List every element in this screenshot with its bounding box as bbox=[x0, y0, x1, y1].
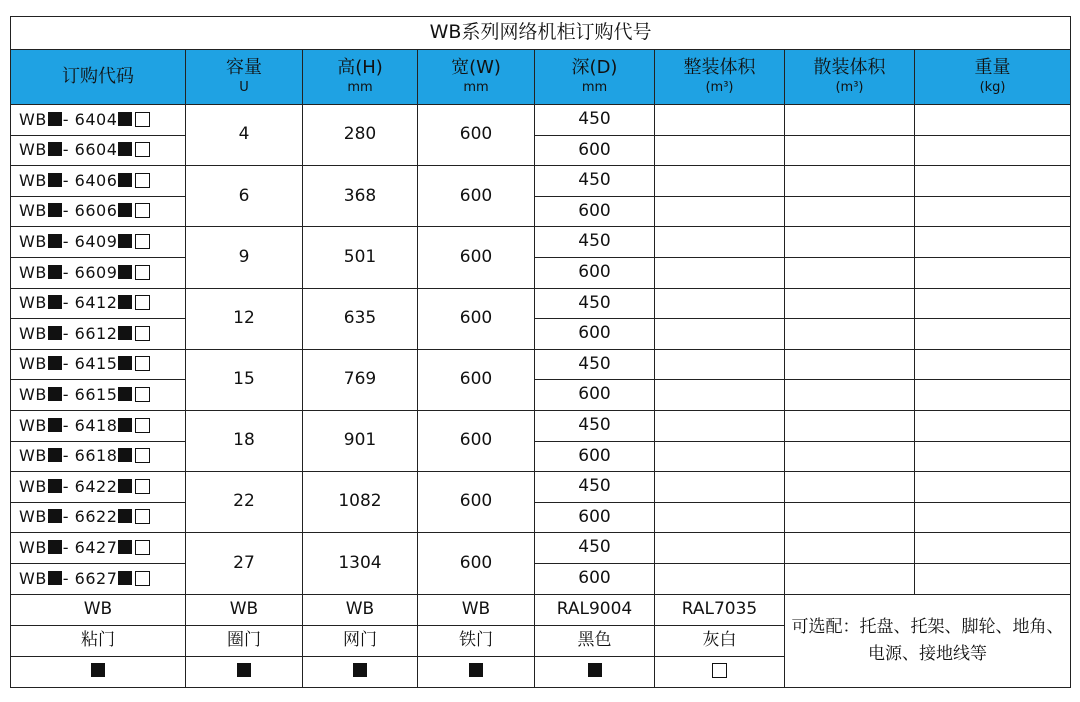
code-number: 6615 bbox=[74, 384, 118, 404]
header-cell bbox=[303, 50, 418, 105]
width-cell: 600 bbox=[418, 533, 535, 594]
empty-square-icon bbox=[135, 509, 150, 524]
table-row bbox=[11, 166, 1071, 197]
filled-square-icon bbox=[237, 663, 251, 677]
capacity-cell: 4 bbox=[186, 105, 303, 166]
weight-cell bbox=[915, 257, 1071, 288]
bulk-volume-cell bbox=[785, 441, 915, 472]
header-label: 高(H) bbox=[337, 57, 383, 79]
depth-cell: 450 bbox=[535, 410, 655, 441]
header-label: 整装体积 bbox=[683, 57, 756, 79]
header-cell bbox=[785, 50, 915, 105]
code-number: 6418 bbox=[74, 415, 118, 435]
header-unit: (m³) bbox=[835, 79, 864, 95]
empty-square-icon bbox=[135, 295, 150, 310]
option-name-cell: 铁门 bbox=[418, 625, 535, 656]
code-prefix: WB bbox=[19, 170, 47, 190]
table-row bbox=[11, 227, 1071, 258]
code-separator: - bbox=[62, 507, 75, 527]
empty-square-icon bbox=[135, 173, 150, 188]
table-row bbox=[11, 349, 1071, 380]
filled-square-icon bbox=[118, 356, 132, 370]
filled-square-icon bbox=[48, 479, 62, 493]
code-separator: - bbox=[62, 384, 75, 404]
bulk-volume-cell bbox=[785, 380, 915, 411]
width-cell: 600 bbox=[418, 472, 535, 533]
code-number: 6422 bbox=[74, 476, 118, 496]
code-number: 6622 bbox=[74, 507, 118, 527]
empty-square-icon bbox=[712, 663, 727, 678]
filled-square-icon bbox=[48, 326, 62, 340]
empty-square-icon bbox=[135, 448, 150, 463]
code-prefix: WB bbox=[19, 231, 47, 251]
width-cell: 600 bbox=[418, 288, 535, 349]
option-name-cell: 圈门 bbox=[186, 625, 303, 656]
option-mark-cell bbox=[655, 656, 785, 687]
code-separator: - bbox=[62, 109, 75, 129]
code-prefix: WB bbox=[19, 293, 47, 313]
table-row bbox=[11, 502, 1071, 533]
height-cell: 769 bbox=[303, 349, 418, 410]
empty-square-icon bbox=[135, 540, 150, 555]
capacity-cell: 12 bbox=[186, 288, 303, 349]
option-mark-cell bbox=[303, 656, 418, 687]
header-cell bbox=[11, 50, 186, 105]
filled-square-icon bbox=[48, 265, 62, 279]
option-code-cell: RAL7035 bbox=[655, 594, 785, 625]
code-separator: - bbox=[62, 323, 75, 343]
code-number: 6412 bbox=[74, 293, 118, 313]
order-code-cell bbox=[11, 533, 186, 564]
weight-cell bbox=[915, 319, 1071, 350]
filled-square-icon bbox=[48, 540, 62, 554]
assembled-volume-cell bbox=[655, 533, 785, 564]
capacity-cell: 15 bbox=[186, 349, 303, 410]
filled-square-icon bbox=[118, 387, 132, 401]
header-unit: (m³) bbox=[705, 79, 734, 95]
assembled-volume-cell bbox=[655, 349, 785, 380]
weight-cell bbox=[915, 349, 1071, 380]
code-separator: - bbox=[62, 140, 75, 160]
bulk-volume-cell bbox=[785, 288, 915, 319]
code-prefix: WB bbox=[19, 201, 47, 221]
weight-cell bbox=[915, 380, 1071, 411]
code-prefix: WB bbox=[19, 354, 47, 374]
header-cell bbox=[535, 50, 655, 105]
header-row bbox=[11, 50, 1071, 105]
assembled-volume-cell bbox=[655, 227, 785, 258]
weight-cell bbox=[915, 227, 1071, 258]
assembled-volume-cell bbox=[655, 410, 785, 441]
order-code-cell bbox=[11, 319, 186, 350]
filled-square-icon bbox=[469, 663, 483, 677]
empty-square-icon bbox=[135, 112, 150, 127]
code-separator: - bbox=[62, 537, 75, 557]
order-code-cell bbox=[11, 105, 186, 136]
empty-square-icon bbox=[135, 418, 150, 433]
capacity-cell: 9 bbox=[186, 227, 303, 288]
filled-square-icon bbox=[118, 173, 132, 187]
width-cell: 600 bbox=[418, 166, 535, 227]
filled-square-icon bbox=[48, 112, 62, 126]
depth-cell: 450 bbox=[535, 166, 655, 197]
weight-cell bbox=[915, 441, 1071, 472]
filled-square-icon bbox=[118, 571, 132, 585]
depth-cell: 600 bbox=[535, 502, 655, 533]
empty-square-icon bbox=[135, 326, 150, 341]
order-code-cell bbox=[11, 380, 186, 411]
filled-square-icon bbox=[48, 448, 62, 462]
bulk-volume-cell bbox=[785, 502, 915, 533]
table-row bbox=[11, 410, 1071, 441]
height-cell: 368 bbox=[303, 166, 418, 227]
header-unit: U bbox=[239, 79, 249, 95]
option-name-cell: 灰白 bbox=[655, 625, 785, 656]
header-unit: mm bbox=[347, 79, 373, 95]
order-code-cell bbox=[11, 563, 186, 594]
order-code-cell bbox=[11, 227, 186, 258]
order-code-cell bbox=[11, 349, 186, 380]
code-separator: - bbox=[62, 446, 75, 466]
header-unit: mm bbox=[581, 79, 608, 95]
code-prefix: WB bbox=[19, 140, 47, 160]
assembled-volume-cell bbox=[655, 502, 785, 533]
assembled-volume-cell bbox=[655, 166, 785, 197]
code-number: 6415 bbox=[74, 354, 118, 374]
option-code-cell: WB bbox=[303, 594, 418, 625]
depth-cell: 450 bbox=[535, 105, 655, 136]
filled-square-icon bbox=[118, 295, 132, 309]
assembled-volume-cell bbox=[655, 472, 785, 503]
depth-cell: 450 bbox=[535, 349, 655, 380]
table-row bbox=[11, 105, 1071, 136]
assembled-volume-cell bbox=[655, 441, 785, 472]
capacity-cell: 27 bbox=[186, 533, 303, 594]
weight-cell bbox=[915, 563, 1071, 594]
empty-square-icon bbox=[135, 265, 150, 280]
header-label: 深(D) bbox=[571, 57, 618, 79]
order-code-table bbox=[10, 16, 1071, 688]
order-code-cell bbox=[11, 257, 186, 288]
bulk-volume-cell bbox=[785, 196, 915, 227]
height-cell: 1082 bbox=[303, 472, 418, 533]
depth-cell: 450 bbox=[535, 288, 655, 319]
option-name-cell: 黑色 bbox=[535, 625, 655, 656]
assembled-volume-cell bbox=[655, 105, 785, 136]
code-number: 6604 bbox=[74, 140, 118, 160]
code-separator: - bbox=[62, 170, 75, 190]
filled-square-icon bbox=[48, 356, 62, 370]
table-row bbox=[11, 380, 1071, 411]
filled-square-icon bbox=[48, 387, 62, 401]
table-row bbox=[11, 563, 1071, 594]
code-prefix: WB bbox=[19, 262, 47, 282]
weight-cell bbox=[915, 288, 1071, 319]
code-number: 6427 bbox=[74, 537, 118, 557]
code-separator: - bbox=[62, 201, 75, 221]
capacity-cell: 6 bbox=[186, 166, 303, 227]
code-number: 6406 bbox=[74, 170, 118, 190]
code-separator: - bbox=[62, 568, 75, 588]
width-cell: 600 bbox=[418, 105, 535, 166]
filled-square-icon bbox=[118, 418, 132, 432]
code-separator: - bbox=[62, 262, 75, 282]
assembled-volume-cell bbox=[655, 288, 785, 319]
code-prefix: WB bbox=[19, 323, 47, 343]
option-code-cell: WB bbox=[186, 594, 303, 625]
header-label: 容量 bbox=[226, 57, 262, 79]
height-cell: 280 bbox=[303, 105, 418, 166]
bulk-volume-cell bbox=[785, 135, 915, 166]
order-code-cell bbox=[11, 502, 186, 533]
order-code-cell bbox=[11, 166, 186, 197]
table-row bbox=[11, 319, 1071, 350]
filled-square-icon bbox=[48, 509, 62, 523]
header-cell bbox=[186, 50, 303, 105]
code-prefix: WB bbox=[19, 537, 47, 557]
bulk-volume-cell bbox=[785, 166, 915, 197]
bulk-volume-cell bbox=[785, 257, 915, 288]
depth-cell: 600 bbox=[535, 257, 655, 288]
header-label: 宽(W) bbox=[451, 57, 501, 79]
empty-square-icon bbox=[135, 479, 150, 494]
filled-square-icon bbox=[48, 203, 62, 217]
table-row bbox=[11, 472, 1071, 503]
bulk-volume-cell bbox=[785, 533, 915, 564]
order-code-cell bbox=[11, 441, 186, 472]
option-mark-cell bbox=[535, 656, 655, 687]
empty-square-icon bbox=[135, 142, 150, 157]
depth-cell: 450 bbox=[535, 472, 655, 503]
filled-square-icon bbox=[48, 295, 62, 309]
code-prefix: WB bbox=[19, 109, 47, 129]
weight-cell bbox=[915, 196, 1071, 227]
order-code-cell bbox=[11, 135, 186, 166]
table-row bbox=[11, 533, 1071, 564]
depth-cell: 450 bbox=[535, 227, 655, 258]
code-number: 6609 bbox=[74, 262, 118, 282]
code-number: 6409 bbox=[74, 231, 118, 251]
assembled-volume-cell bbox=[655, 319, 785, 350]
empty-square-icon bbox=[135, 234, 150, 249]
capacity-cell: 22 bbox=[186, 472, 303, 533]
height-cell: 901 bbox=[303, 410, 418, 471]
option-name-cell: 网门 bbox=[303, 625, 418, 656]
code-separator: - bbox=[62, 354, 75, 374]
option-name-cell: 粘门 bbox=[11, 625, 186, 656]
filled-square-icon bbox=[48, 571, 62, 585]
assembled-volume-cell bbox=[655, 196, 785, 227]
table-row bbox=[11, 257, 1071, 288]
code-separator: - bbox=[62, 476, 75, 496]
filled-square-icon bbox=[118, 326, 132, 340]
filled-square-icon bbox=[353, 663, 367, 677]
weight-cell bbox=[915, 135, 1071, 166]
bulk-volume-cell bbox=[785, 563, 915, 594]
code-prefix: WB bbox=[19, 446, 47, 466]
header-cell bbox=[418, 50, 535, 105]
code-number: 6606 bbox=[74, 201, 118, 221]
height-cell: 1304 bbox=[303, 533, 418, 594]
bulk-volume-cell bbox=[785, 472, 915, 503]
assembled-volume-cell bbox=[655, 563, 785, 594]
option-code-cell: WB bbox=[11, 594, 186, 625]
code-separator: - bbox=[62, 293, 75, 313]
filled-square-icon bbox=[91, 663, 105, 677]
header-label: 重量 bbox=[974, 57, 1011, 79]
option-mark-cell bbox=[186, 656, 303, 687]
order-code-cell bbox=[11, 196, 186, 227]
empty-square-icon bbox=[135, 387, 150, 402]
empty-square-icon bbox=[135, 203, 150, 218]
capacity-cell: 18 bbox=[186, 410, 303, 471]
code-prefix: WB bbox=[19, 568, 47, 588]
table-row bbox=[11, 135, 1071, 166]
bulk-volume-cell bbox=[785, 227, 915, 258]
assembled-volume-cell bbox=[655, 257, 785, 288]
depth-cell: 450 bbox=[535, 533, 655, 564]
weight-cell bbox=[915, 166, 1071, 197]
empty-square-icon bbox=[135, 356, 150, 371]
optional-accessories-note: 可选配：托盘、托架、脚轮、地角、电源、接地线等 bbox=[785, 594, 1071, 687]
filled-square-icon bbox=[118, 142, 132, 156]
filled-square-icon bbox=[48, 418, 62, 432]
code-number: 6618 bbox=[74, 446, 118, 466]
code-prefix: WB bbox=[19, 476, 47, 496]
depth-cell: 600 bbox=[535, 441, 655, 472]
assembled-volume-cell bbox=[655, 135, 785, 166]
code-separator: - bbox=[62, 415, 75, 435]
header-unit: mm bbox=[463, 79, 489, 95]
option-mark-cell bbox=[418, 656, 535, 687]
header-unit: (kg) bbox=[979, 79, 1006, 95]
option-code-cell: WB bbox=[418, 594, 535, 625]
code-prefix: WB bbox=[19, 507, 47, 527]
filled-square-icon bbox=[118, 448, 132, 462]
table-row bbox=[11, 441, 1071, 472]
code-number: 6404 bbox=[74, 109, 118, 129]
filled-square-icon bbox=[118, 203, 132, 217]
filled-square-icon bbox=[118, 112, 132, 126]
weight-cell bbox=[915, 502, 1071, 533]
order-code-cell bbox=[11, 472, 186, 503]
filled-square-icon bbox=[48, 234, 62, 248]
width-cell: 600 bbox=[418, 410, 535, 471]
filled-square-icon bbox=[48, 142, 62, 156]
empty-square-icon bbox=[135, 571, 150, 586]
code-separator: - bbox=[62, 231, 75, 251]
option-mark-cell bbox=[11, 656, 186, 687]
weight-cell bbox=[915, 105, 1071, 136]
bulk-volume-cell bbox=[785, 410, 915, 441]
weight-cell bbox=[915, 533, 1071, 564]
filled-square-icon bbox=[118, 234, 132, 248]
filled-square-icon bbox=[48, 173, 62, 187]
weight-cell bbox=[915, 472, 1071, 503]
bulk-volume-cell bbox=[785, 319, 915, 350]
header-cell bbox=[915, 50, 1071, 105]
depth-cell: 600 bbox=[535, 319, 655, 350]
code-number: 6627 bbox=[74, 568, 118, 588]
depth-cell: 600 bbox=[535, 135, 655, 166]
footer-code-row bbox=[11, 594, 1071, 625]
table-row bbox=[11, 288, 1071, 319]
code-prefix: WB bbox=[19, 415, 47, 435]
header-label: 散装体积 bbox=[813, 57, 886, 79]
filled-square-icon bbox=[588, 663, 602, 677]
bulk-volume-cell bbox=[785, 349, 915, 380]
header-cell bbox=[655, 50, 785, 105]
filled-square-icon bbox=[118, 509, 132, 523]
depth-cell: 600 bbox=[535, 563, 655, 594]
width-cell: 600 bbox=[418, 227, 535, 288]
weight-cell bbox=[915, 410, 1071, 441]
code-prefix: WB bbox=[19, 384, 47, 404]
assembled-volume-cell bbox=[655, 380, 785, 411]
table-row bbox=[11, 196, 1071, 227]
filled-square-icon bbox=[118, 540, 132, 554]
bulk-volume-cell bbox=[785, 105, 915, 136]
code-number: 6612 bbox=[74, 323, 118, 343]
depth-cell: 600 bbox=[535, 380, 655, 411]
height-cell: 635 bbox=[303, 288, 418, 349]
order-code-cell bbox=[11, 410, 186, 441]
table-title: WB系列网络机柜订购代号 bbox=[11, 17, 1071, 50]
header-label: 订购代码 bbox=[62, 65, 134, 87]
filled-square-icon bbox=[118, 479, 132, 493]
height-cell: 501 bbox=[303, 227, 418, 288]
order-code-cell bbox=[11, 288, 186, 319]
filled-square-icon bbox=[118, 265, 132, 279]
depth-cell: 600 bbox=[535, 196, 655, 227]
option-code-cell: RAL9004 bbox=[535, 594, 655, 625]
width-cell: 600 bbox=[418, 349, 535, 410]
